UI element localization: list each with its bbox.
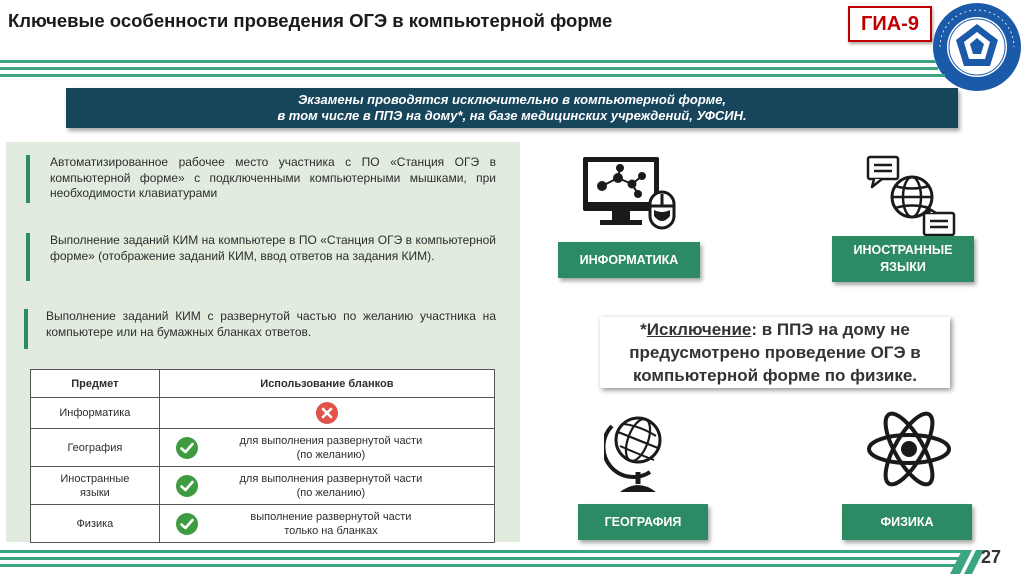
feature-text: Выполнение заданий КИМ с развернутой частью по желанию участника на компьютере или на бумажных бланках ответов. — [46, 309, 496, 339]
subject-cell — [31, 467, 160, 505]
feature-bar — [24, 309, 28, 349]
cross-icon — [316, 402, 338, 424]
feature-item — [26, 309, 496, 340]
exception-line — [600, 318, 950, 341]
feature-text: Автоматизированное рабочее место участника с ПО «Станция ОГЭ в компьютерной форме» с подключенными компьютерными мышками, при необходимости клавиатурами — [50, 155, 496, 200]
feature-item — [26, 155, 496, 202]
subject-cell: География — [31, 429, 160, 467]
check-icon — [176, 513, 198, 535]
exception-line: компьютерной форме по физике. — [632, 366, 918, 385]
note-line: выполнение развернутой части — [250, 510, 412, 523]
exception-note — [600, 317, 950, 388]
check-icon — [176, 475, 198, 497]
column-header: Предмет — [31, 370, 160, 398]
check-icon — [176, 437, 198, 459]
page-number: 27 — [981, 547, 1002, 567]
banner-line: в том числе в ППЭ на дому*, на базе медицинских учреждений, УФСИН. — [277, 108, 747, 123]
subject-physics: ФИЗИКА — [842, 504, 972, 540]
exception-rest: : в ППЭ на дому не — [751, 320, 910, 339]
subject-foreign-languages — [832, 236, 974, 282]
table-row — [31, 429, 495, 467]
page-title: Ключевые особенности проведения ОГЭ в компьютерной форме — [8, 10, 613, 31]
subject-cell: Физика — [31, 505, 160, 543]
banner-line: Экзамены проводятся исключительно в компьютерной форме, — [297, 92, 727, 107]
table-row — [31, 398, 495, 429]
subject-cell: Информатика — [31, 398, 160, 429]
exception-keyword: Исключение — [646, 320, 752, 339]
blanks-note — [198, 472, 494, 500]
blanks-cell — [159, 505, 494, 543]
blanks-cell — [159, 398, 494, 429]
blanks-cell — [159, 429, 494, 467]
gia-badge: ГИА-9 — [848, 6, 932, 42]
note-line: (по желанию) — [296, 448, 366, 461]
chat-globe-icon — [866, 155, 958, 239]
blanks-note — [198, 434, 494, 462]
feature-bar — [26, 233, 30, 281]
note-line: только на бланках — [284, 524, 378, 537]
globe-stand-icon — [604, 404, 668, 496]
blanks-note — [198, 510, 494, 538]
exception-prefix: * — [640, 320, 647, 339]
note-line: (по желанию) — [296, 486, 366, 499]
blanks-cell — [159, 467, 494, 505]
header-stripe — [0, 60, 936, 63]
column-header: Использование бланков — [159, 370, 494, 398]
footer-stripes — [0, 548, 1024, 574]
header-stripe — [0, 74, 945, 77]
subjects-table — [30, 369, 495, 543]
table-row — [31, 467, 495, 505]
note-line: для выполнения развернутой части — [239, 434, 423, 447]
subject-line: языки — [79, 486, 110, 499]
subject-geography: ГЕОГРАФИЯ — [578, 504, 708, 540]
subject-informatics: ИНФОРМАТИКА — [558, 242, 700, 278]
header-stripe — [0, 67, 938, 70]
subject-label-line: ЯЗЫКИ — [880, 260, 926, 274]
subject-line: Иностранные — [60, 472, 130, 485]
feature-bar — [26, 155, 30, 203]
table-header-row — [31, 370, 495, 398]
atom-icon — [866, 404, 952, 494]
table-row — [31, 505, 495, 543]
organization-logo — [930, 0, 1024, 94]
feature-text: Выполнение заданий КИМ на компьютере в ПО «Станция ОГЭ в компьютерной форме» (отображение заданий КИМ, ввод ответов на задания КИМ). — [50, 233, 496, 263]
note-line: для выполнения развернутой части — [239, 472, 423, 485]
exception-line: предусмотрено проведение ОГЭ в — [629, 343, 921, 362]
feature-item — [26, 233, 496, 264]
subject-label-line: ИНОСТРАННЫЕ — [853, 243, 953, 257]
info-banner — [66, 88, 958, 128]
computer-network-icon — [580, 154, 680, 234]
